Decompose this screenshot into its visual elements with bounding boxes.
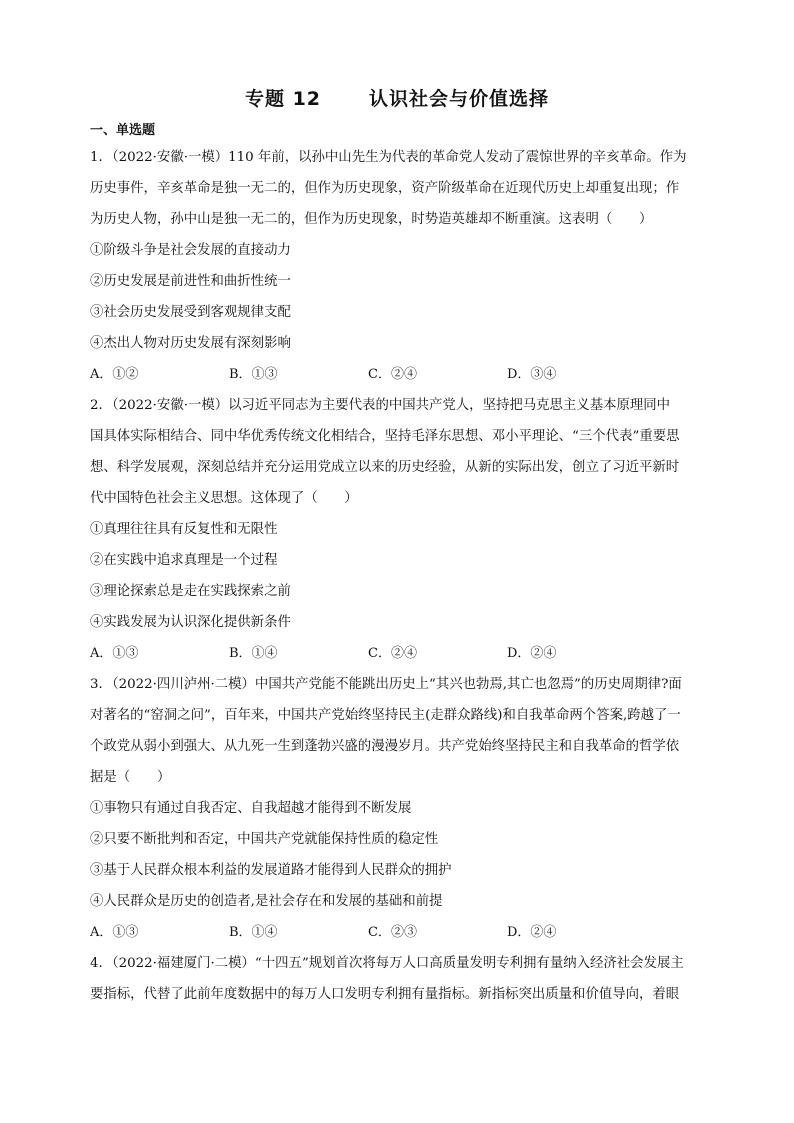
answer-choices: [90, 359, 706, 390]
statement-option: ①真理往往具有反复性和无限性: [90, 522, 278, 537]
question-stem-line: 国具体实际相结合、同中华优秀传统文化相结合，坚持毛泽东思想、邓小平理论、“三个代表”重要思: [90, 429, 680, 444]
questions-list: [90, 142, 706, 1010]
question-stem-line: 4．（2022·福建厦门·二模）“十四五”规划首次将每万人口高质量发明专利拥有量纳入经济社会发展主: [90, 956, 684, 971]
question-3: [90, 669, 706, 948]
answer-choice-c: C．②④: [368, 367, 417, 382]
statement-option: ③基于人民群众根本利益的发展道路才能得到人民群众的拥护: [90, 863, 452, 878]
answer-choice-b: B．①③: [229, 367, 278, 382]
answer-choices: [90, 917, 706, 948]
question-stem-line: 代中国特色社会主义思想。这体现了（ ）: [90, 491, 358, 506]
question-stem-line: 要指标，代替了此前年度数据中的每万人口发明专利拥有量指标。新指标突出质量和价值导向，着眼: [90, 987, 680, 1002]
answer-choice-d: D．③④: [507, 367, 557, 382]
statement-option: ④杰出人物对历史发展有深刻影响: [90, 336, 291, 351]
question-stem-line: 个政党从弱小到强大、从九死一生到蓬勃兴盛的漫漫岁月。共产党始终坚持民主和自我革命的哲学依: [90, 739, 680, 754]
question-stem-line: 2．（2022·安徽·一模）以习近平同志为主要代表的中国共产党人，坚持把马克思主义基本原理同中: [90, 398, 671, 413]
answer-choice-a: A．①③: [90, 925, 139, 940]
question-stem-line: 想、科学发展观，深刻总结并充分运用党成立以来的历史经验，从新的实际出发，创立了习近平新时: [90, 460, 680, 475]
section-heading: 一、单选题: [90, 123, 156, 138]
statement-option: ①事物只有通过自我否定、自我超越才能得到不断发展: [90, 801, 412, 816]
answer-choice-d: D．②④: [507, 646, 557, 661]
question-stem-line: 历史事件，辛亥革命是独一无二的，但作为历史现象，资产阶级革命在近现代历史上却重复出现；作: [90, 181, 680, 196]
statement-option: ④实践发展为认识深化提供新条件: [90, 615, 291, 630]
question-2: [90, 390, 706, 669]
answer-choice-a: A．①③: [90, 646, 139, 661]
question-stem-line: 对著名的“窑洞之问”，百年来，中国共产党始终坚持民主(走群众路线)和自我革命两个答案,跨越了一: [90, 708, 681, 723]
answer-choice-c: C．②③: [368, 925, 417, 940]
statement-option: ②历史发展是前进性和曲折性统一: [90, 274, 291, 289]
statement-option: ③社会历史发展受到客观规律支配: [90, 305, 291, 320]
question-1: [90, 142, 706, 390]
question-stem-line: 为历史人物，孙中山是独一无二的，但作为历史现象，时势造英雄却不断重演。这表明（ ）: [90, 212, 653, 227]
question-stem-line: 据是（ ）: [90, 770, 171, 785]
answer-choice-a: A．①②: [90, 367, 139, 382]
answer-choice-c: C．②④: [368, 646, 417, 661]
question-stem-line: 1．（2022·安徽·一模）110 年前，以孙中山先生为代表的革命党人发动了震惊世界的辛亥革命。作为: [90, 150, 687, 165]
statement-option: ③理论探索总是走在实践探索之前: [90, 584, 291, 599]
answer-choice-b: B．①④: [229, 925, 278, 940]
answer-choices: [90, 638, 706, 669]
title-topic-name: 认识社会与价值选择: [369, 88, 550, 110]
statement-option: ④人民群众是历史的创造者,是社会存在和发展的基础和前提: [90, 894, 443, 909]
title-topic-number: 专题 12: [244, 88, 322, 110]
answer-choice-b: B．①④: [229, 646, 278, 661]
statement-option: ②在实践中追求真理是一个过程: [90, 553, 278, 568]
page-title: [0, 84, 794, 111]
question-stem-line: 3．（2022·四川泸州·二模）中国共产党能不能跳出历史上“其兴也勃焉,其亡也忽焉”的历史周期律?面: [90, 677, 682, 692]
statement-option: ①阶级斗争是社会发展的直接动力: [90, 243, 291, 258]
statement-option: ②只要不断批判和否定，中国共产党就能保持性质的稳定性: [90, 832, 439, 847]
question-4: [90, 948, 706, 1010]
answer-choice-d: D．②④: [507, 925, 557, 940]
